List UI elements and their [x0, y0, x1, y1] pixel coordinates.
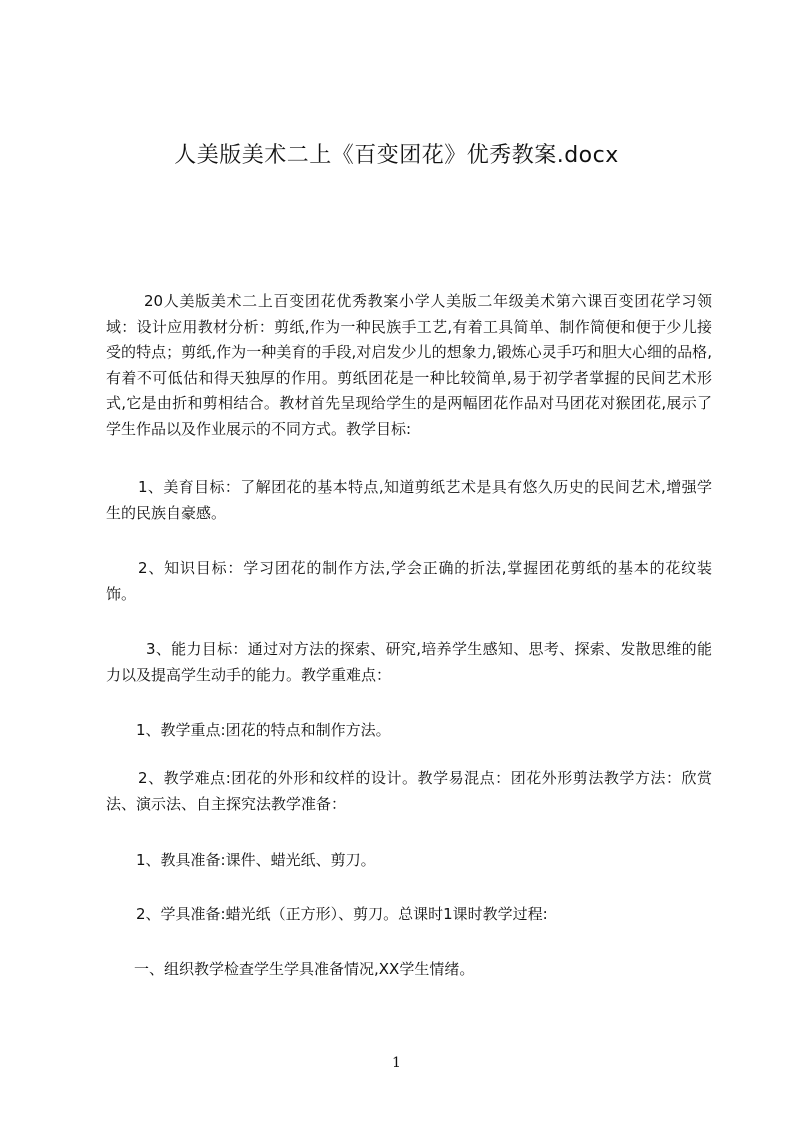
- paragraph-difficult-point: 2、教学难点:团花的外形和纹样的设计。教学易混点：团花外形剪法教学方法：欣赏法、演示法、自主探究法教学准备：: [106, 769, 712, 813]
- paragraph-ability-goal: 3、能力目标：通过对方法的探索、研究,培养学生感知、思考、探索、发散思维的能力以及提高学生动手的能力。教学重难点：: [106, 640, 712, 684]
- paragraph-aesthetic-goal: 1、美育目标：了解团花的基本特点,知道剪纸艺术是具有悠久历史的民间艺术,增强学生的民族自豪感。: [106, 478, 712, 522]
- paragraph-learning-tools: 2、学具准备:蜡光纸（正方形）、剪刀。总课时1课时教学过程:: [136, 905, 548, 923]
- page-number: 1: [392, 1055, 401, 1071]
- paragraph-key-point: 1、教学重点:团花的特点和制作方法。: [136, 721, 391, 739]
- paragraph-teaching-tools: 1、教具准备:课件、蜡光纸、剪刀。: [136, 851, 376, 869]
- document-title: 人美版美术二上《百变团花》优秀教案.docx: [174, 143, 619, 168]
- paragraph-intro: 20人美版美术二上百变团花优秀教案小学人美版二年级美术第六课百变团花学习领域：设计应用教材分析：剪纸,作为一种民族手工艺,有着工具简单、制作简便和便于少儿接受的特点；剪纸,作为一种美育的手段,对启发少儿的想象力,锻炼心灵手巧和胆大心细的品格,有着不可低估和得天独厚的作用。剪纸团花是一种比较简单,易于初学者掌握的民间艺术形式,它是由折和剪相结合。教材首先呈现给学生的是两幅团花作品对马团花对猴团花,展示了学生作品以及作业展示的不同方式。教学目标:: [106, 292, 712, 438]
- paragraph-step-one: 一、组织教学检查学生学具准备情况,XX学生情绪。: [134, 960, 475, 978]
- paragraph-knowledge-goal: 2、知识目标：学习团花的制作方法,学会正确的折法,掌握团花剪纸的基本的花纹装饰。: [106, 559, 712, 603]
